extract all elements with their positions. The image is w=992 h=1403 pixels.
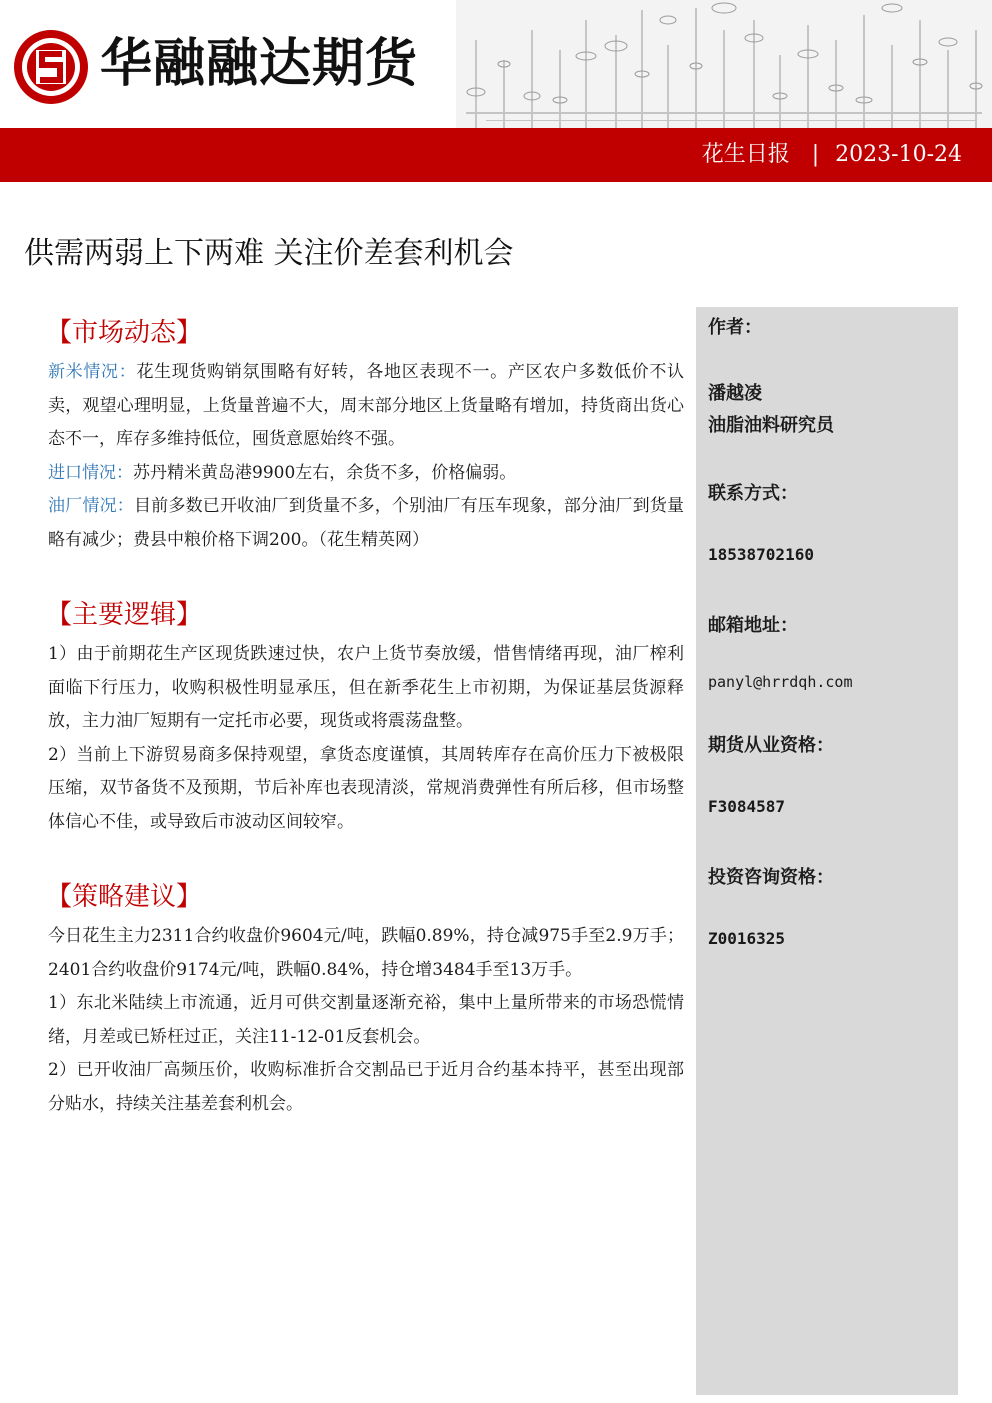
strategy-paragraph: 1）东北米陆续上市流通，近月可供交割量逐渐充裕，集中上量所带来的市场恐慌情绪，月差或已矫枉过正，关注11-12-01反套机会。: [48, 993, 684, 1047]
section-heading-logic: 【主要逻辑】: [46, 600, 203, 630]
page-header: [0, 0, 992, 182]
report-banner: [0, 128, 992, 182]
report-date: 2023-10-24: [835, 142, 962, 167]
author-title: 油脂油料研究员: [708, 415, 834, 436]
email-address[interactable]: panyl@hrrdqh.com: [708, 673, 853, 691]
advisory-cert-label: 投资咨询资格：: [708, 867, 834, 888]
item-text: 目前多数已开收油厂到货量不多，个别油厂有压车现象，部分油厂到货量略有减少；费县中粮价格下调200。（花生精英网）: [48, 496, 685, 550]
market-item-new-crop: [48, 356, 684, 457]
market-item-import: [48, 457, 684, 491]
market-section: [48, 310, 684, 557]
futures-cert-label: 期货从业资格：: [708, 735, 834, 756]
strategy-paragraph: 今日花生主力2311合约收盘价9604元/吨，跌幅0.89%，持仓减975手至2.9万手；2401合约收盘价9174元/吨，跌幅0.84%，持仓增3484手至13万手。: [48, 926, 684, 980]
author-name: 潘越凌: [708, 383, 762, 404]
decorative-circles-graphic: [456, 0, 992, 132]
logic-paragraph: 2）当前上下游贸易商多保持观望，拿货态度谨慎，其周转库存在高价压力下被极限压缩，双节备货不及预期，节后补库也表现清淡，常规消费弹性有所后移，但市场整体信心不佳，或导致后市波动区间较窄。: [48, 744, 684, 832]
decorative-background: [456, 0, 992, 132]
item-label: 进口情况：: [48, 462, 133, 483]
logic-section: [48, 592, 684, 839]
item-text: 花生现货购销氛围略有好转，各地区表现不一。产区农户多数低价不认卖，观望心理明显，上货量普遍不大，周末部分地区上货量略有增加，持货商出货心态不一，库存多维持低位，囤货意愿始终不强。: [48, 362, 685, 449]
author-label: 作者：: [708, 317, 762, 338]
strategy-paragraph: 2）已开收油厂高频压价，收购标准折合交割品已于近月合约基本持平，甚至出现部分贴水，持续关注基差套利机会。: [48, 1060, 684, 1114]
report-type: 花生日报: [701, 142, 790, 167]
email-label: 邮箱地址：: [708, 615, 798, 636]
item-label: 油厂情况：: [48, 496, 134, 516]
company-logo-icon: [12, 28, 90, 106]
phone-number: 18538702160: [708, 545, 814, 564]
contact-label: 联系方式：: [708, 483, 798, 504]
item-label: 新米情况：: [48, 362, 137, 382]
section-heading-market: 【市场动态】: [46, 318, 203, 348]
company-name: 华融融达期货: [100, 34, 419, 94]
report-separator: |: [811, 142, 820, 167]
logic-paragraph: 1）由于前期花生产区现货跌速过快，农户上货节奏放缓，惜售情绪再现，油厂榨利面临下行压力，收购积极性明显承压，但在新季花生上市初期，为保证基层货源释放，主力油厂短期有一定托市必要，现货或将震荡盘整。: [48, 644, 684, 731]
advisory-cert-number: Z0016325: [708, 929, 786, 948]
strategy-section: [48, 874, 684, 1121]
author-sidebar: [696, 307, 958, 1395]
report-info: [702, 128, 962, 182]
report-title: 供需两弱上下两难 关注价差套利机会: [24, 236, 514, 272]
futures-cert-number: F3084587: [708, 797, 786, 816]
market-item-oil-mill: [48, 490, 684, 557]
item-text: 苏丹精米黄岛港9900左右，余货不多，价格偏弱。: [133, 462, 517, 483]
section-heading-strategy: 【策略建议】: [46, 882, 203, 912]
